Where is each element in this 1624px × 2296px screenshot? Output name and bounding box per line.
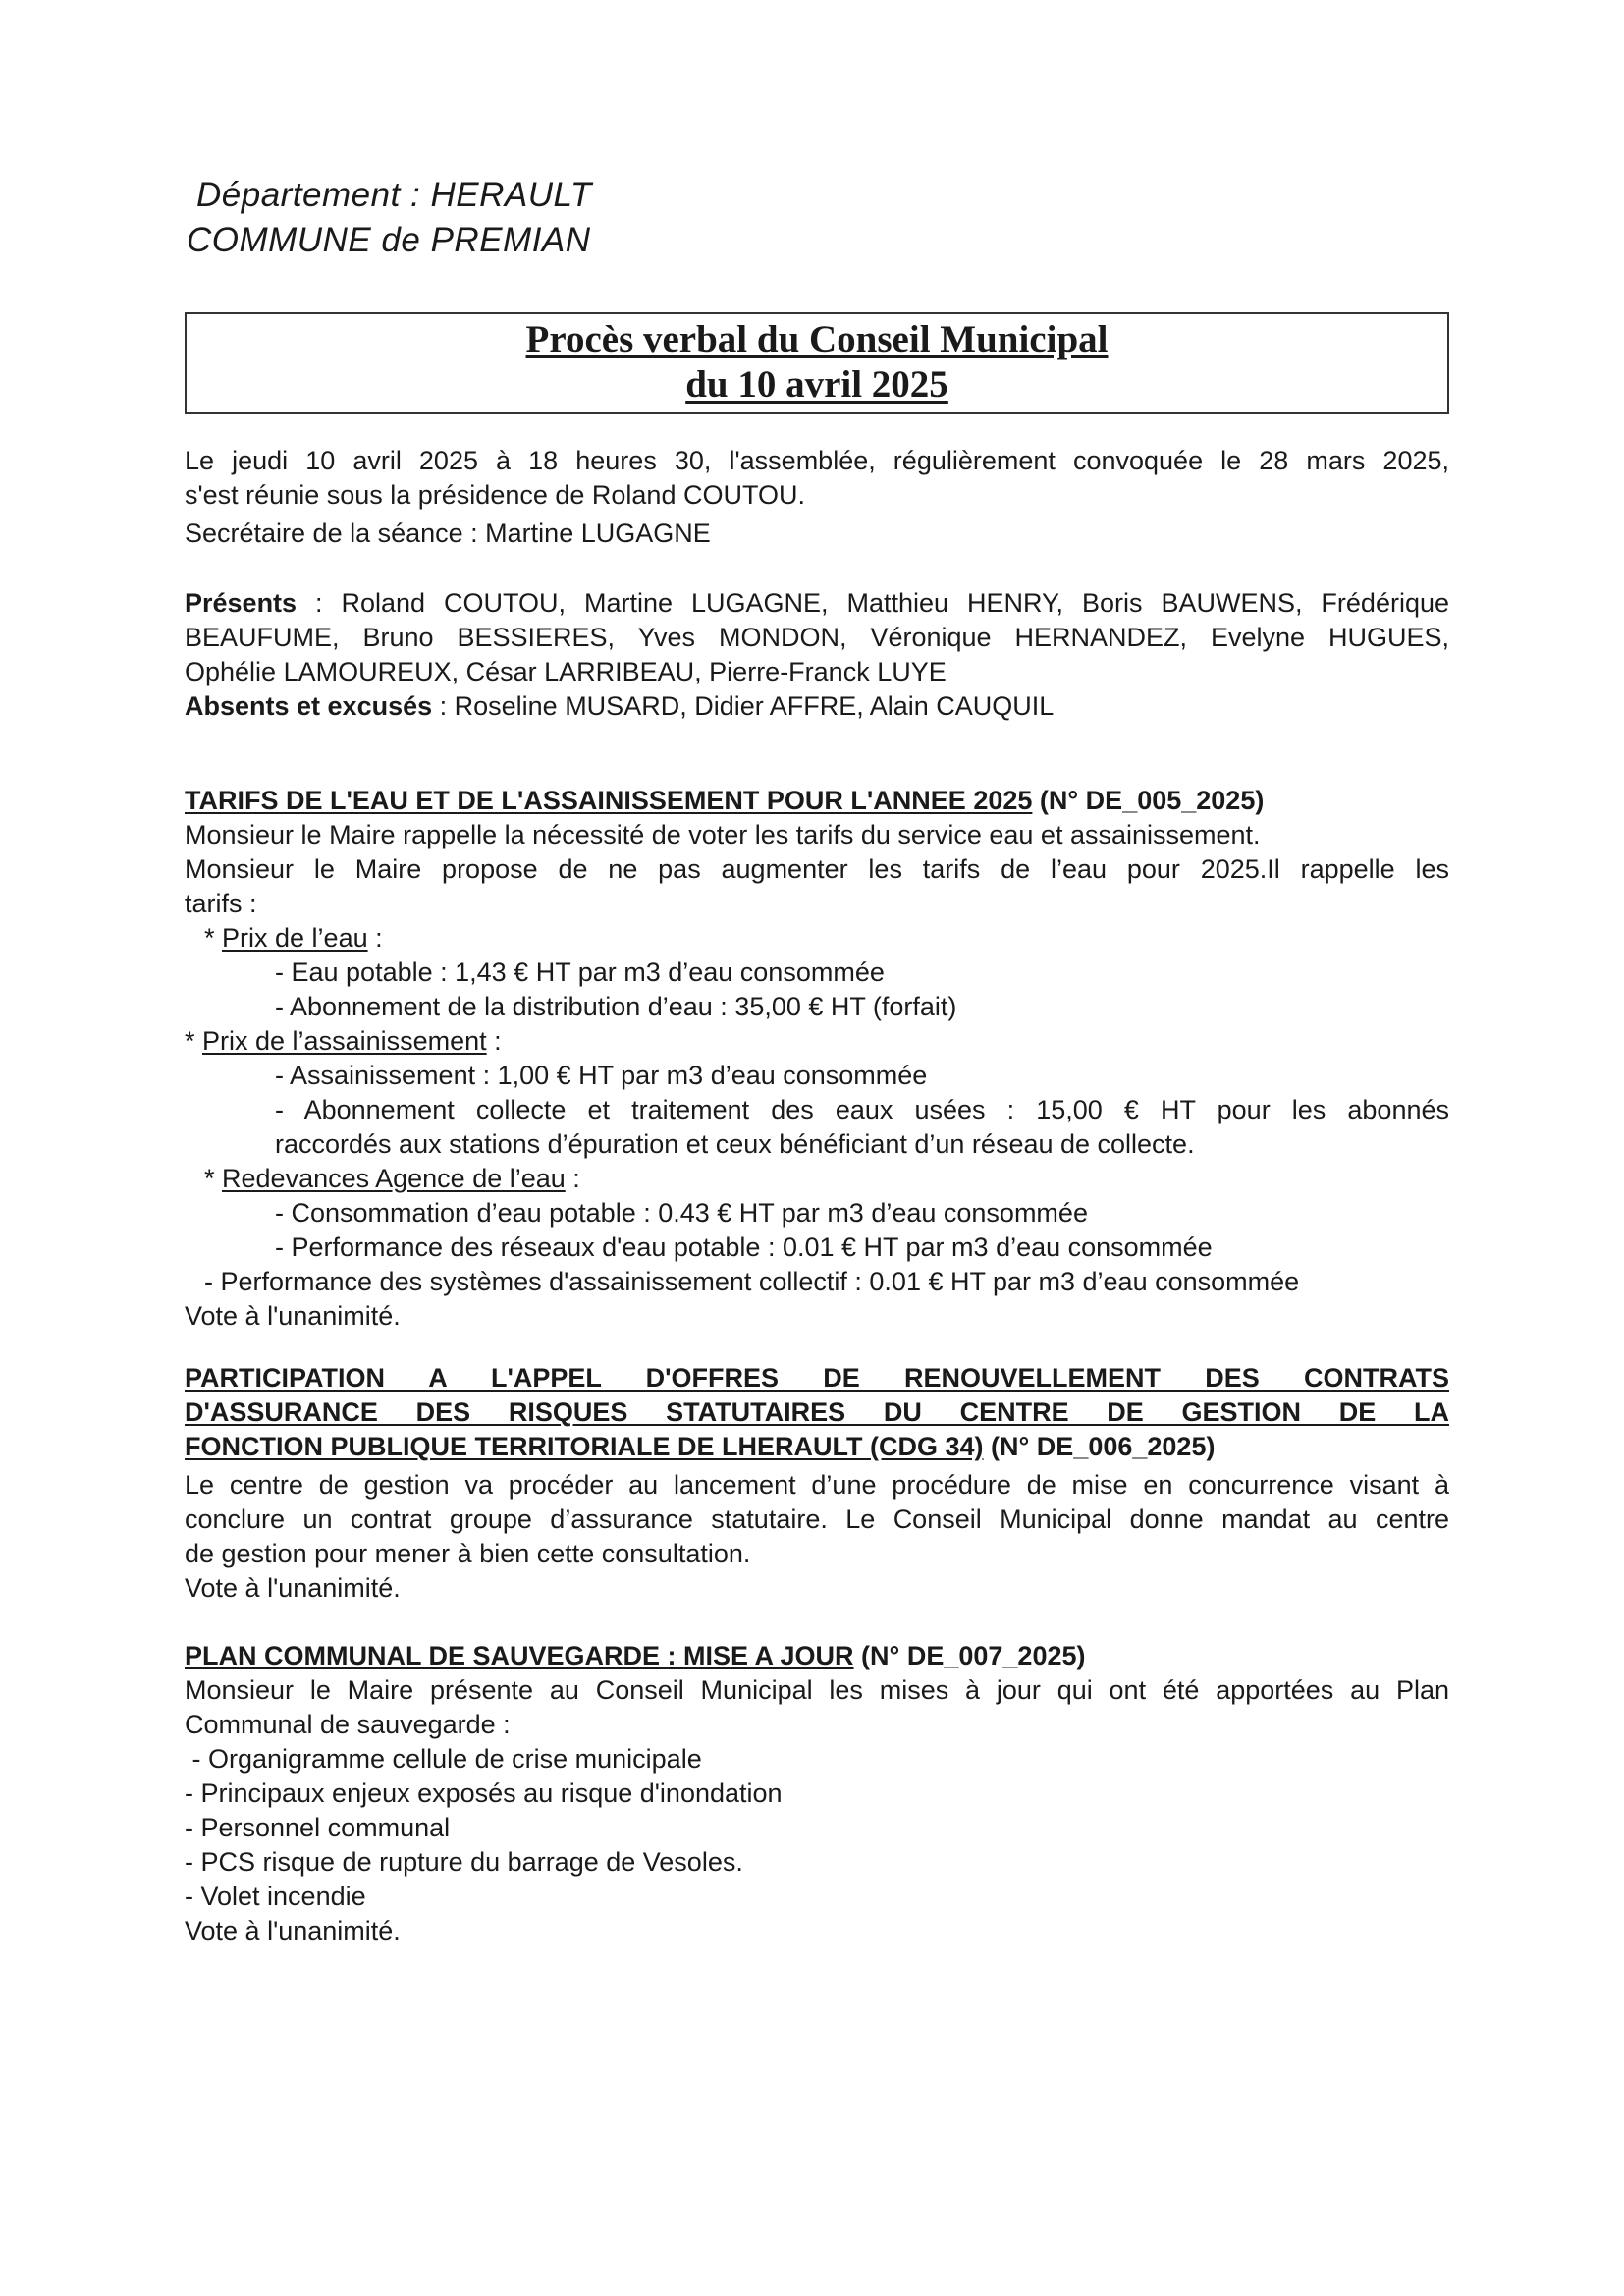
section-2-ref: (N° DE_006_2025) [983,1432,1216,1461]
red-item-1: - Consommation d’eau potable : 0.43 € HT par m3 d’eau consommée [275,1198,1088,1228]
intro-line-2: s'est réunie sous la présidence de Roland COUTOU. [185,480,805,510]
section-3-title-text: PLAN COMMUNAL DE SAUVEGARDE : MISE A JOUR [185,1641,854,1670]
red-item-2: - Performance des réseaux d'eau potable : 0.01 € HT par m3 d’eau consommée [275,1232,1213,1262]
absents-line [185,689,1449,724]
section-3-vote: Vote à l'unanimité. [185,1916,401,1945]
section-1-p1: Monsieur le Maire rappelle la nécessité de voter les tarifs du service eau et assainissement. [185,820,1261,849]
presents-line-1 [185,586,1449,621]
bullet-star: * [185,1026,203,1056]
section-3-ref: (N° DE_007_2025) [853,1641,1086,1670]
ass-item-1: - Assainissement : 1,00 € HT par m3 d’eau consommée [275,1061,928,1090]
ass-item-2a: - Abonnement collecte et traitement des eaux usées : 15,00 € HT pour les abonnés [275,1095,1449,1124]
section-2-title-line-2: D'ASSURANCE DES RISQUES STATUTAIRES DU CENTRE DE GESTION DE LA [185,1397,1449,1427]
section-2-title-line-3-text: FONCTION PUBLIQUE TERRITORIALE DE LHERAULT (CDG 34) [185,1432,984,1461]
title-line-1: Procès verbal du Conseil Municipal [525,318,1109,360]
section-1-heading-redevances [185,1162,1449,1196]
section-1-p2a: Monsieur le Maire propose de ne pas augmenter les tarifs de l’eau pour 2025.Il rappelle les [185,854,1449,884]
list-item: - Principaux enjeux exposés au risque d'inondation [185,1778,783,1808]
presents-line-3: Ophélie LAMOUREUX, César LARRIBEAU, Pierre-Franck LUYE [185,657,947,686]
section-3-p1a: Monsieur le Maire présente au Conseil Municipal les mises à jour qui ont été apportées au Plan [185,1675,1449,1705]
bullet-star: * [204,1164,223,1193]
heading-redevances-text: Redevances Agence de l’eau [222,1164,566,1193]
section-2-title-line-3 [185,1430,1449,1464]
heading-colon: : [486,1026,502,1056]
heading-eau-text: Prix de l’eau [222,923,368,953]
presents-line-2: BEAUFUME, Bruno BESSIERES, Yves MONDON, Véronique HERNANDEZ, Evelyne HUGUES, [185,623,1449,652]
document-body [185,444,1449,1948]
absents-label: Absents et excusés [185,691,433,721]
intro-line-1: Le jeudi 10 avril 2025 à 18 heures 30, l'assemblée, régulièrement convoquée le 28 mars 2025, [185,446,1449,475]
section-3-title [185,1639,1449,1673]
heading-colon: : [367,923,383,953]
section-1-vote: Vote à l'unanimité. [185,1301,401,1331]
section-2-p1: Le centre de gestion va procéder au lancement d’une procédure de mise en concurrence visant à [185,1470,1449,1500]
list-item: - PCS risque de rupture du barrage de Vesoles. [185,1847,743,1877]
section-1-title [185,784,1449,818]
commune-line: COMMUNE de PREMIAN [187,221,591,259]
ass-item-2b: raccordés aux stations d’épuration et ceux bénéficiant d’un réseau de collecte. [275,1129,1195,1159]
red-item-3: - Performance des systèmes d'assainissement collectif : 0.01 € HT par m3 d’eau consommée [204,1267,1300,1296]
document-header [187,173,592,263]
presents-label: Présents [185,588,298,618]
list-item: - Volet incendie [185,1882,366,1911]
section-1-heading-eau [185,921,1449,956]
section-1-title-text: TARIFS DE L'EAU ET DE L'ASSAINISSEMENT POUR L'ANNEE 2025 [185,786,1033,815]
section-2-vote: Vote à l'unanimité. [185,1573,401,1603]
eau-item-1: - Eau potable : 1,43 € HT par m3 d’eau consommée [275,957,885,987]
secretary-line: Secrétaire de la séance : Martine LUGAGNE [185,519,711,548]
heading-colon: : [565,1164,580,1193]
absents-text: : Roseline MUSARD, Didier AFFRE, Alain CAUQUIL [432,691,1055,721]
department-line: Département : HERAULT [196,176,592,214]
section-2-title-line-1: PARTICIPATION A L'APPEL D'OFFRES DE RENOUVELLEMENT DES CONTRATS [185,1363,1449,1393]
section-1-ref: (N° DE_005_2025) [1032,786,1265,815]
section-1-heading-assainissement [185,1024,1449,1059]
presents-text-1: : Roland COUTOU, Martine LUGAGNE, Matthieu HENRY, Boris BAUWENS, Frédérique [297,588,1449,618]
title-line-2: du 10 avril 2025 [685,363,948,406]
list-item: - Personnel communal [185,1813,451,1842]
section-2-p3: de gestion pour mener à bien cette consultation. [185,1539,751,1568]
section-3-p1b: Communal de sauvegarde : [185,1710,511,1739]
eau-item-2: - Abonnement de la distribution d’eau : 35,00 € HT (forfait) [275,992,957,1021]
title-box [185,312,1449,414]
section-1-p2b: tarifs : [185,889,257,918]
list-item: - Organigramme cellule de crise municipale [185,1744,702,1774]
section-2-p2: conclure un contrat groupe d’assurance statutaire. Le Conseil Municipal donne mandat au centre [185,1504,1449,1534]
bullet-star: * [204,923,223,953]
heading-assainissement-text: Prix de l’assainissement [202,1026,487,1056]
